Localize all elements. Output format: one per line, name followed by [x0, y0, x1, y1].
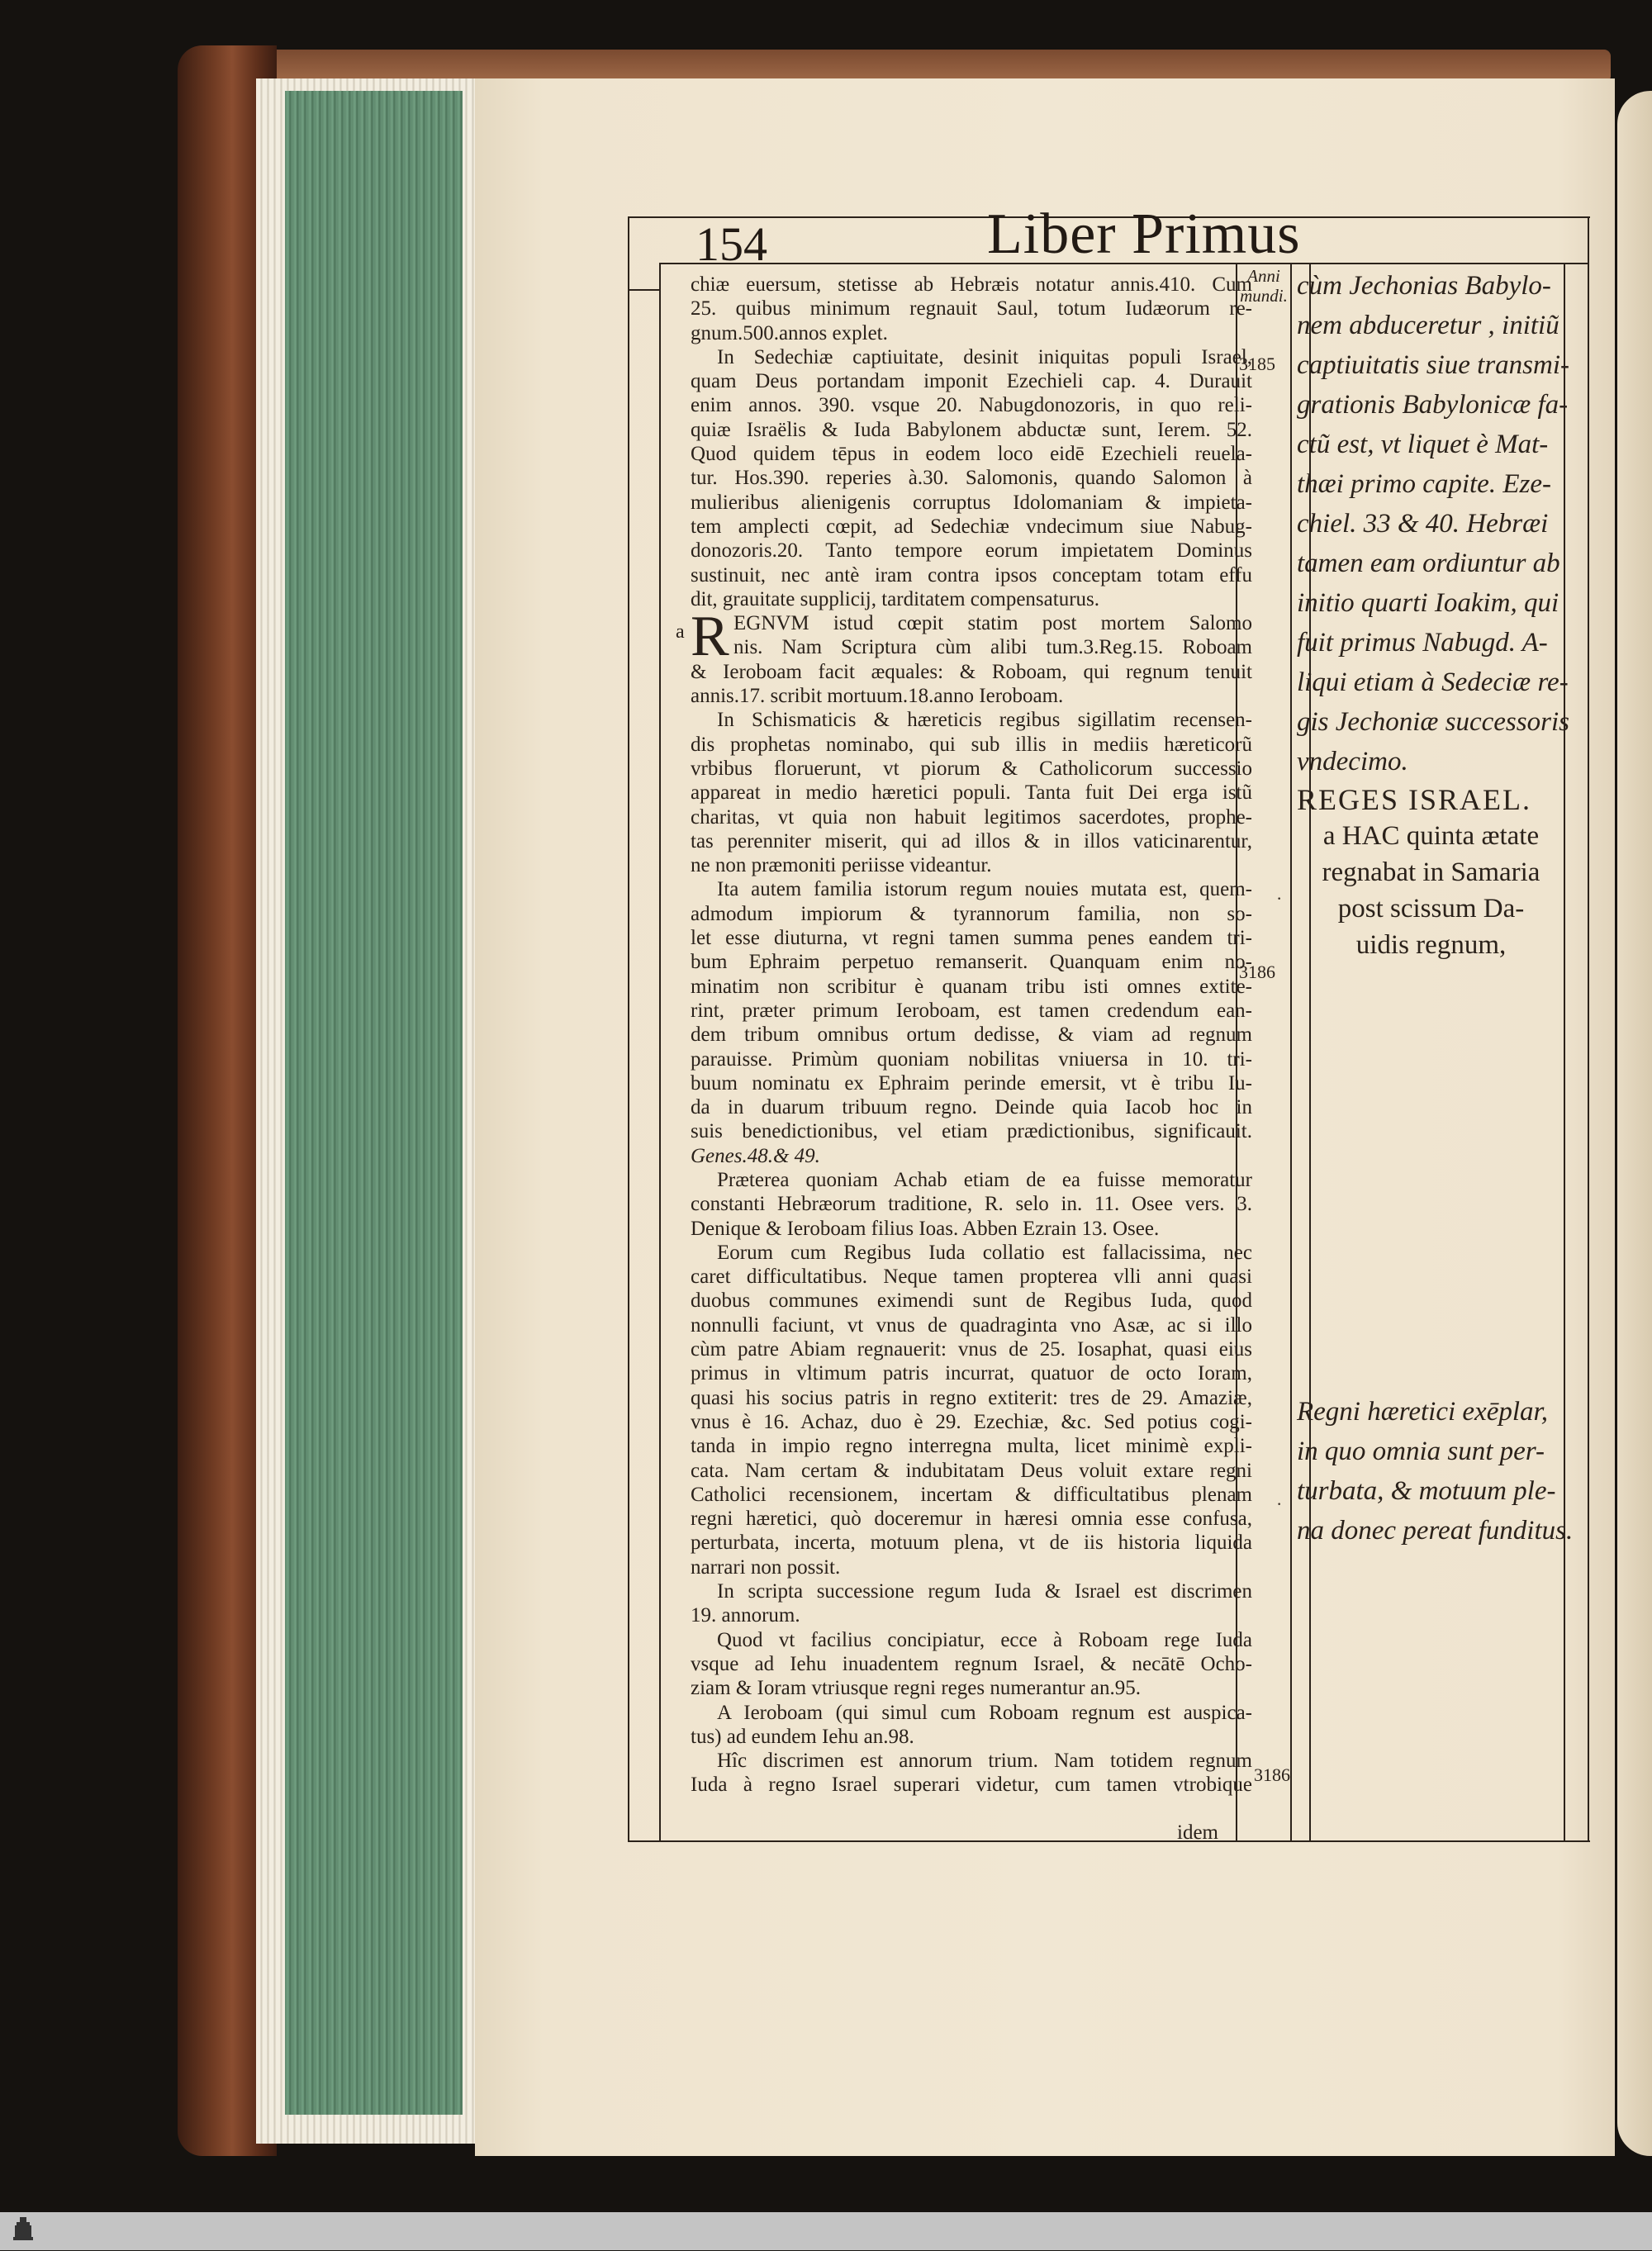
side-note-line: captiuitatis siue transmi-	[1297, 350, 1569, 380]
side-note-line: fuit primus Nabugd. A-	[1297, 628, 1548, 658]
text-line: nis. Nam Scriptura cùm alibi tum.3.Reg.15. Roboam	[733, 636, 1252, 659]
text-line: mulieribus alienigenis corruptus Idolomaniam & impieta-	[691, 491, 1252, 514]
side-roman-line: post scissum Da-	[1337, 894, 1525, 924]
side-note-line: initio quarti Ioakim, qui	[1297, 588, 1559, 618]
year-marker-3: 3186	[1254, 1764, 1290, 1785]
side-note-line: chiel. 33 & 40. Hebræi	[1297, 509, 1549, 539]
text-line: perturbata, incerta, motuum plena, vt de iis historia liquida	[691, 1532, 1252, 1555]
side-note-line: na donec pereat funditus.	[1297, 1516, 1574, 1546]
text-line: donozoris.20. Tanto tempore eorum impietatem Dominus	[691, 539, 1252, 563]
side-note-line: grationis Babylonicæ fa-	[1297, 390, 1569, 420]
page-number: 154	[695, 217, 767, 271]
margin-mark: ·	[1276, 888, 1283, 909]
text-line: Præterea quoniam Achab etiam de ea fuisse memoratur	[717, 1168, 1252, 1191]
text-line: suis benedictionibus, vel etiam prædictionibus, significauit.	[691, 1120, 1252, 1143]
text-line: charitas, vt quia non habuit legitimos sacerdotes, prophe-	[691, 805, 1252, 829]
running-head: Liber Primus	[987, 202, 1301, 266]
text-line: narrari non possit.	[691, 1555, 841, 1579]
text-line: 25. quibus minimum regnauit Saul, totum Iudæorum re-	[691, 297, 1252, 321]
catchword: idem	[1177, 1821, 1218, 1844]
text-line: rint, præter primum Ieroboam, est tamen credendum ean-	[691, 999, 1252, 1022]
year-marker-2: 3186	[1239, 962, 1275, 982]
text-line: admodum impiorum & tyrannorum familia, non so-	[691, 902, 1252, 925]
text-line: cùm patre Abiam regnauerit: vnus de 25. Iosaphat, quasi eius	[691, 1338, 1252, 1361]
text-line: enim annos. 390. vsque 20. Nabugdonozoris, in quo reli-	[691, 394, 1252, 417]
year-marker-1: 3185	[1239, 354, 1275, 374]
text-line: duobus communes eximendi sunt de Regibus Iuda, quod	[691, 1289, 1252, 1313]
side-roman-line: a HAC quinta ætate	[1322, 821, 1540, 851]
inner-left-line	[659, 263, 661, 1842]
text-line: & Ieroboam facit æquales: & Roboam, qui regnum tenuit	[691, 660, 1252, 683]
text-line: tas perenniter miserit, qui ad illos & in illos vaticinarentur,	[691, 829, 1252, 852]
margin-tick	[629, 289, 659, 291]
side-note-line: tamen eam ordiuntur ab	[1297, 549, 1560, 578]
text-line-content: EGNVM istud cœpit statim post mortem Salomo	[733, 612, 1252, 635]
text-line: In Schismaticis & hæreticis regibus sigillatim recensen-	[717, 709, 1252, 732]
text-line: quam Deus portandam imponit Ezechieli cap. 4. Durauit	[691, 370, 1252, 393]
main-text-column	[691, 273, 1252, 1797]
text-line: let esse diuturna, vt regni tamen summa penes eandem tri-	[691, 927, 1252, 950]
text-line: primus in vltimum patris incurrat, quatuor de octo Ioram,	[691, 1362, 1252, 1385]
margin-mark: ·	[1276, 1494, 1283, 1514]
text-line: vsque ad Iehu inuadentem regnum Israel, & necātē Ocho-	[691, 1652, 1252, 1675]
text-line: tem amplecti cœpit, ad Sedechiæ vndecimum siue Nabug-	[691, 515, 1252, 538]
green-page-edge	[285, 91, 463, 2115]
text-line: nonnulli faciunt, vt vnus de quadraginta vno Asæ, ac si illo	[691, 1313, 1252, 1337]
text-line: minatim non scribitur è quanam tribu isti omnes extite-	[691, 975, 1252, 998]
side-note-line: ctũ est, vt liquet è Mat-	[1297, 430, 1549, 459]
library-logo-icon	[8, 2215, 38, 2247]
right-frame-line	[1588, 216, 1589, 1842]
side-roman-line: uidis regnum,	[1355, 930, 1507, 960]
text-line: parauisse. Primùm quoniam nobilitas vniuersa in 10. tri-	[691, 1047, 1252, 1071]
text-line: constanti Hebræorum traditione, R. selo in. 11. Osee vers. 3.	[691, 1193, 1252, 1216]
text-line: Iuda à regno Israel superari videtur, cum tamen vtrobique	[691, 1774, 1252, 1797]
text-line: quiæ Israëlis & Iuda Babylonem abductæ sunt, Ierem. 52.	[691, 418, 1252, 441]
text-line: sustinuit, nec antè iram contra ipsos conceptam totam effu	[691, 563, 1252, 586]
text-line: Hîc discrimen est annorum trium. Nam totidem regnum	[717, 1750, 1252, 1773]
side-note-line: turbata, & motuum ple-	[1297, 1476, 1556, 1506]
side-note-line: vndecimo.	[1297, 747, 1408, 776]
text-line: gnum.500.annos explet.	[691, 321, 888, 344]
side-note-line: liqui etiam à Sedeciæ re-	[1297, 667, 1569, 697]
text-line: tanda in impio regno interregna multa, licet minimè expli-	[691, 1435, 1252, 1458]
text-line: vnus è 16. Achaz, duo è 29. Ezechiæ, &c. Sed potius cogi-	[691, 1410, 1252, 1433]
text-line: Quod vt facilius concipiatur, ecce à Roboam rege Iuda	[717, 1628, 1252, 1651]
side-note-line: in quo omnia sunt per-	[1297, 1437, 1545, 1466]
text-line: buum nominatu ex Ephraim perinde emersit, vt è tribu Iu-	[691, 1071, 1252, 1095]
side-note-top	[1297, 266, 1569, 963]
text-line: dem tribum omnibus ortum dedisse, & viam ad regnum	[691, 1023, 1252, 1047]
text-line: tur. Hos.390. reperies à.30. Salomonis, quando Salomon à	[691, 467, 1252, 490]
text-line: Denique & Ieroboam filius Ioas. Abben Ezrain 13. Osee.	[691, 1217, 1160, 1240]
text-line: Catholici recensionem, incertam & difficultatibus plenam	[691, 1483, 1252, 1506]
text-line: Genes.48.& 49.	[691, 1144, 820, 1167]
left-frame-line	[628, 216, 629, 1842]
dropcap-marker: a	[676, 621, 685, 643]
text-line: quasi his socius patris in regno extiterit: tres de 29. Amaziæ,	[691, 1386, 1252, 1409]
text-line: ziam & Ioram vtriusque regni reges numerantur an.95.	[691, 1677, 1141, 1700]
book-binding-top	[206, 50, 1611, 83]
side-note-line: thæi primo capite. Eze-	[1297, 469, 1551, 499]
anni-mundi-label: Anni mundi.	[1240, 266, 1288, 306]
text-line: vrbibus floruerunt, vt piorum & Catholicorum successio	[691, 757, 1252, 780]
side-note-line: nem abduceretur , initiũ	[1297, 311, 1559, 340]
side-note-line: gis Jechoniæ successoris	[1297, 707, 1569, 737]
text-line: ne non præmoniti periisse videantur.	[691, 854, 992, 877]
text-line: tus) ad eundem Iehu an.98.	[691, 1725, 914, 1748]
text-line: 19. annorum.	[691, 1604, 800, 1627]
facing-page-edge	[1617, 91, 1652, 2156]
text-line: caret difficultatibus. Neque tamen propterea vlli anni quasi	[691, 1266, 1252, 1289]
side-note-line: cùm Jechonias Babylo-	[1297, 271, 1551, 301]
text-line: regni hæretici, quò doceremur in hæresi omnia esse confusa,	[691, 1508, 1252, 1531]
side-note-line: Regni hæretici exēplar,	[1297, 1397, 1548, 1427]
text-line: dis prophetas nominabo, qui sub illis in mediis hæreticorũ	[691, 733, 1252, 756]
text-line: A Ieroboam (qui simul cum Roboam regnum est auspica-	[717, 1701, 1252, 1724]
text-line: In scripta successione regum Iuda & Israel est discrimen	[717, 1580, 1252, 1603]
text-line: In Sedechiæ captiuitate, desinit iniquitas populi Israel,	[717, 345, 1252, 368]
text-line: da in duarum tribuum regno. Deinde quia Iacob hoc in	[691, 1096, 1252, 1119]
side-heading: REGES ISRAEL.	[1297, 783, 1532, 816]
text-line: Ita autem familia istorum regum nouies mutata est, quem-	[717, 878, 1252, 901]
margin-divider-line	[1290, 263, 1292, 1842]
side-roman-line: regnabat in Samaria	[1322, 857, 1540, 887]
text-line: appareat in medio hæretici populi. Tanta fuit Dei erga istũ	[691, 781, 1252, 805]
side-note-bottom	[1297, 1392, 1574, 1551]
text-line: dit, grauitate supplicij, tarditatem compensaturus.	[691, 587, 1100, 610]
dropcap-letter: R	[691, 605, 729, 669]
text-line: chiæ euersum, stetisse ab Hebræis notatur annis.410. Cum	[691, 273, 1252, 296]
text-line: Eorum cum Regibus Iuda collatio est fallacissima, nec	[717, 1241, 1252, 1264]
text-line: bum Ephraim perpetuo remanserit. Quanquam enim no-	[691, 951, 1252, 974]
viewer-footer-bar	[0, 2212, 1652, 2250]
text-line: Quod quidem tēpus in eodem loco eidē Ezechieli reuela-	[691, 443, 1252, 466]
bottom-rule	[628, 1840, 1590, 1842]
text-line: cata. Nam certam & indubitatam Deus voluit extare regni	[691, 1459, 1252, 1482]
text-line: annis.17. scribit mortuum.18.anno Ieroboam.	[691, 685, 1064, 708]
